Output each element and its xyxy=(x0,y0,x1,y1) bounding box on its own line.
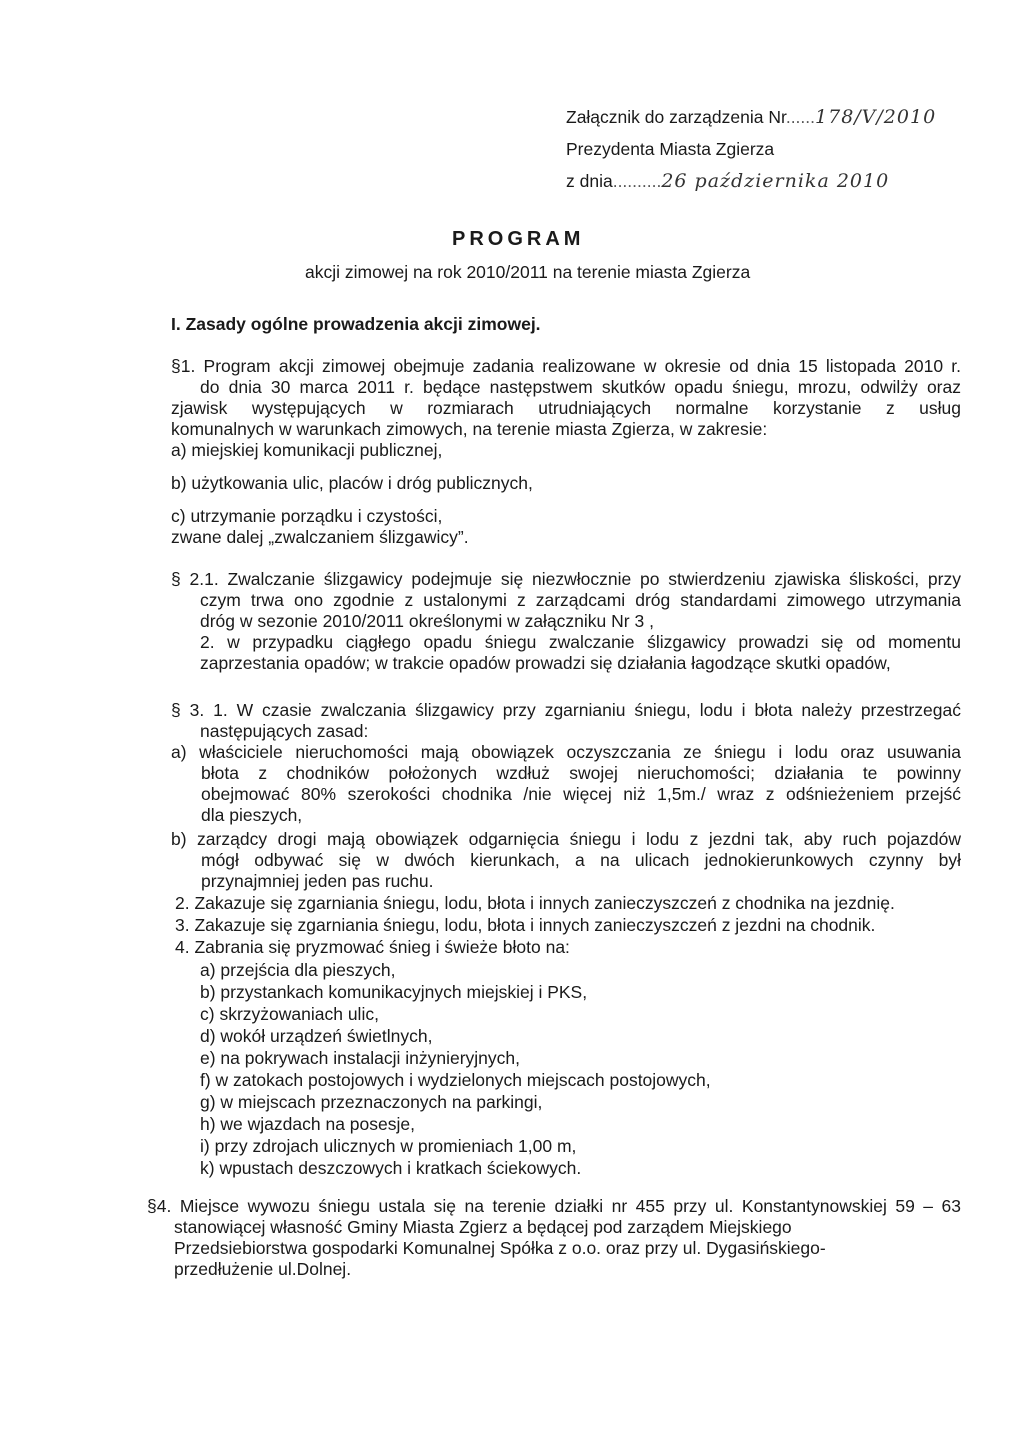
header-dots: ...... xyxy=(785,107,816,127)
paragraph-1-item-a: a) miejskiej komunikacji publicznej, xyxy=(171,440,443,460)
list-item: b) przystankach komunikacyjnych miejskiej i PKS, xyxy=(200,982,588,1002)
paragraph-1-line: do dnia 30 marca 2011 r. będące następstwem skutków opadu śniegu, mrozu, odwilży oraz xyxy=(200,377,961,397)
paragraph-3-item-a xyxy=(171,742,961,826)
header-date-dots: .......... xyxy=(612,171,662,191)
paragraph-1-item-c: c) utrzymanie porządku i czystości, xyxy=(171,506,443,526)
handwritten-ordinance-number: 178/V/2010 xyxy=(815,106,937,128)
paragraph-1-line: komunalnych w warunkach zimowych, na terenie miasta Zgierza, w zakresie: xyxy=(171,419,768,439)
header-president-line: Prezydenta Miasta Zgierza xyxy=(566,139,775,159)
list-item: c) skrzyżowaniach ulic, xyxy=(200,1004,379,1024)
header-attachment-line xyxy=(566,107,936,128)
paragraph-3-a-line: obejmować 80% szerokości chodnika /nie więcej niż 1,5m./ wraz z odśnieżeniem przejść xyxy=(201,784,961,804)
paragraph-3-b-line: mógł odbywać się w dwóch kierunkach, a na ulicach jednokierunkowych czynny był xyxy=(201,850,961,870)
list-item: d) wokół urządzeń świetlnych, xyxy=(200,1026,433,1046)
list-item: e) na pokrywach instalacji inżynieryjnych, xyxy=(200,1048,520,1068)
paragraph-1 xyxy=(171,356,961,440)
list-item: k) wpustach deszczowych i kratkach ściekowych. xyxy=(200,1158,582,1178)
list-item: i) przy zdrojach ulicznych w promieniach 1,00 m, xyxy=(200,1136,577,1156)
header-attachment-label: Załącznik do zarządzenia Nr xyxy=(566,107,786,127)
paragraph-3-a-line: a) właściciele nieruchomości mają obowiązek oczyszczania ze śniegu i lodu oraz usuwania xyxy=(171,742,961,762)
handwritten-date: 26 października 2010 xyxy=(661,170,890,192)
header-date-line xyxy=(566,171,889,192)
list-item: a) przejścia dla pieszych, xyxy=(200,960,396,980)
paragraph-2-line: dróg w sezonie 2010/2011 określonymi w załączniku Nr 3 , xyxy=(200,611,654,631)
paragraph-4 xyxy=(147,1196,961,1280)
paragraph-1-line: §1. Program akcji zimowej obejmuje zadania realizowane w okresie od dnia 15 listopada 2010 r. xyxy=(171,356,961,376)
paragraph-2-line: czym trwa ono zgodnie z ustalonymi z zarządcami dróg standardami zimowego utrzymania xyxy=(200,590,961,610)
list-item: g) w miejscach przeznaczonych na parkingi, xyxy=(200,1092,543,1112)
paragraph-4-line: stanowiącej własność Gminy Miasta Zgierz a będącej pod zarządem Miejskiego xyxy=(174,1217,792,1237)
paragraph-4-line: przedłużenie ul.Dolnej. xyxy=(174,1259,352,1279)
paragraph-3-line: następujących zasad: xyxy=(200,721,369,741)
paragraph-3-item-b xyxy=(171,829,961,892)
paragraph-3-item-4: 4. Zabrania się pryzmować śnieg i świeże błoto na: xyxy=(175,937,570,957)
paragraph-2-line: 2. w przypadku ciągłego opadu śniegu zwalczanie ślizgawicy prowadzi się od momentu xyxy=(200,632,961,652)
paragraph-3-item-2: 2. Zakazuje się zgarniania śniegu, lodu, błota i innych zanieczyszczeń z chodnika na jezdnię. xyxy=(175,893,895,913)
paragraph-2 xyxy=(171,569,961,674)
document-subtitle: akcji zimowej na rok 2010/2011 na terenie miasta Zgierza xyxy=(305,262,751,282)
paragraph-1-line: zjawisk występujących w rozmiarach utrudniających normalne korzystanie z usług xyxy=(171,398,961,418)
paragraph-3-a-line: błota z chodników położonych wzdłuż swojej nieruchomości; działania te powinny xyxy=(201,763,961,783)
paragraph-3-intro xyxy=(171,700,961,742)
paragraph-3-item-3: 3. Zakazuje się zgarniania śniegu, lodu, błota i innych zanieczyszczeń z jezdni na chodnik. xyxy=(175,915,876,935)
paragraph-4-line: Przedsiebiorstwa gospodarki Komunalnej Spółka z o.o. oraz przy ul. Dygasińskiego- xyxy=(174,1238,826,1258)
paragraph-3-line: § 3. 1. W czasie zwalczania ślizgawicy przy zgarnianiu śniegu, lodu i błota należy przestrzegać xyxy=(171,700,961,720)
paragraph-3-b-line: b) zarządcy drogi mają obowiązek odgarnięcia śniegu i lodu z jezdni tak, aby ruch pojazdów xyxy=(171,829,961,849)
paragraph-1-item-c-continued: zwane dalej „zwalczaniem ślizgawicy”. xyxy=(171,527,469,547)
paragraph-3-b-line: przynajmniej jeden pas ruchu. xyxy=(201,871,434,891)
paragraph-2-line: § 2.1. Zwalczanie ślizgawicy podejmuje się niezwłocznie po stwierdzeniu zjawiska śliskości, przy xyxy=(171,569,961,589)
paragraph-3-subitems xyxy=(200,959,711,1179)
paragraph-4-line: §4. Miejsce wywozu śniegu ustala się na terenie działki nr 455 przy ul. Konstantynowskiej 59 – 63 xyxy=(147,1196,961,1216)
header-date-label: z dnia xyxy=(566,171,613,191)
section-heading: I. Zasady ogólne prowadzenia akcji zimowej. xyxy=(171,314,541,334)
document-title: PROGRAM xyxy=(452,228,585,250)
list-item: f) w zatokach postojowych i wydzielonych miejscach postojowych, xyxy=(200,1070,711,1090)
list-item: h) we wjazdach na posesje, xyxy=(200,1114,415,1134)
paragraph-3-a-line: dla pieszych, xyxy=(201,805,303,825)
paragraph-2-line: zaprzestania opadów; w trakcie opadów prowadzi się działania łagodzące skutki opadów, xyxy=(200,653,891,673)
paragraph-1-item-b: b) użytkowania ulic, placów i dróg publicznych, xyxy=(171,473,533,493)
